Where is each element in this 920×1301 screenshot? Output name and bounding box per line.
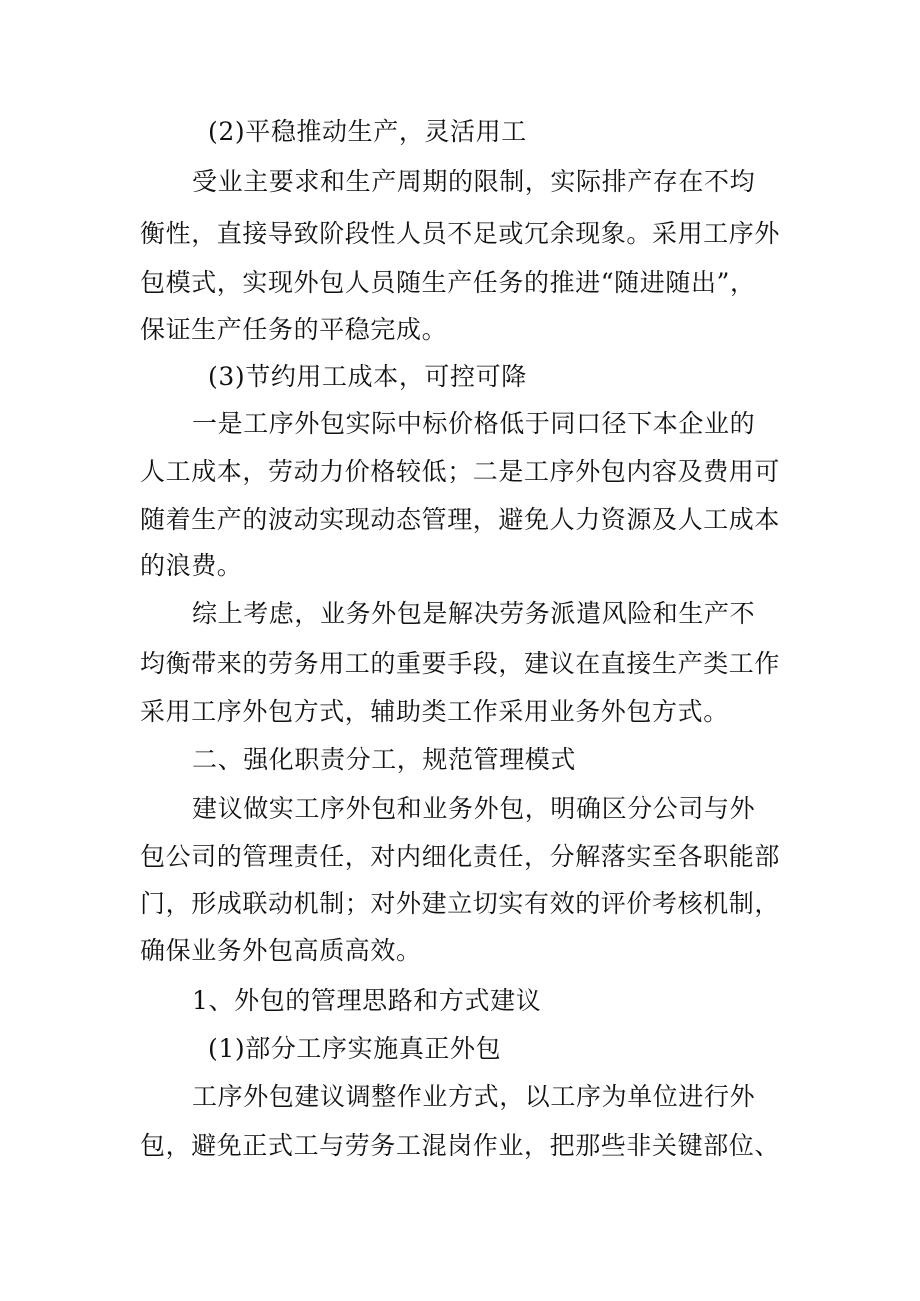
paragraph-line: 的浪费。 (140, 551, 243, 580)
paragraph-line: 随着生产的波动实现动态管理，避免人力资源及人工成本 (140, 505, 781, 534)
paragraph-line: 保证生产任务的平稳完成。 (140, 315, 448, 344)
paragraph-line: 综上考虑，业务外包是解决劳务派遣风险和生产不 (192, 599, 756, 628)
subheading-1: (1)部分工序实施真正外包 (208, 1034, 502, 1063)
paragraph-line: 门，形成联动机制；对外建立切实有效的评价考核机制， (140, 889, 781, 918)
paragraph-line: 均衡带来的劳务用工的重要手段，建议在直接生产类工作 (140, 649, 781, 678)
paragraph-line: 包模式，实现外包人员随生产任务的推进“随进随出”， (140, 268, 756, 297)
subsection-heading-1: 1、外包的管理思路和方式建议 (192, 986, 542, 1015)
paragraph-line: 工序外包建议调整作业方式，以工序为单位进行外 (192, 1082, 756, 1111)
subheading-2: (2)平稳推动生产，灵活用工 (208, 117, 527, 146)
paragraph-line: 衡性，直接导致阶段性人员不足或冗余现象。采用工序外 (140, 219, 781, 248)
paragraph-line: 受业主要求和生产周期的限制，实际排产存在不均 (192, 167, 756, 196)
paragraph-line: 包公司的管理责任，对内细化责任，分解落实至各职能部 (140, 842, 781, 871)
paragraph-line: 人工成本，劳动力价格较低；二是工序外包内容及费用可 (140, 457, 781, 486)
subheading-3: (3)节约用工成本，可控可降 (208, 362, 527, 391)
paragraph-line: 采用工序外包方式，辅助类工作采用业务外包方式。 (140, 697, 729, 726)
paragraph-line: 建议做实工序外包和业务外包，明确区分公司与外 (192, 794, 756, 823)
section-heading-2: 二、强化职责分工，规范管理模式 (192, 745, 577, 774)
paragraph-line: 一是工序外包实际中标价格低于同口径下本企业的 (192, 409, 756, 438)
paragraph-line: 确保业务外包高质高效。 (140, 936, 422, 965)
paragraph-line: 包，避免正式工与劳务工混岗作业，把那些非关键部位、 (140, 1131, 781, 1160)
